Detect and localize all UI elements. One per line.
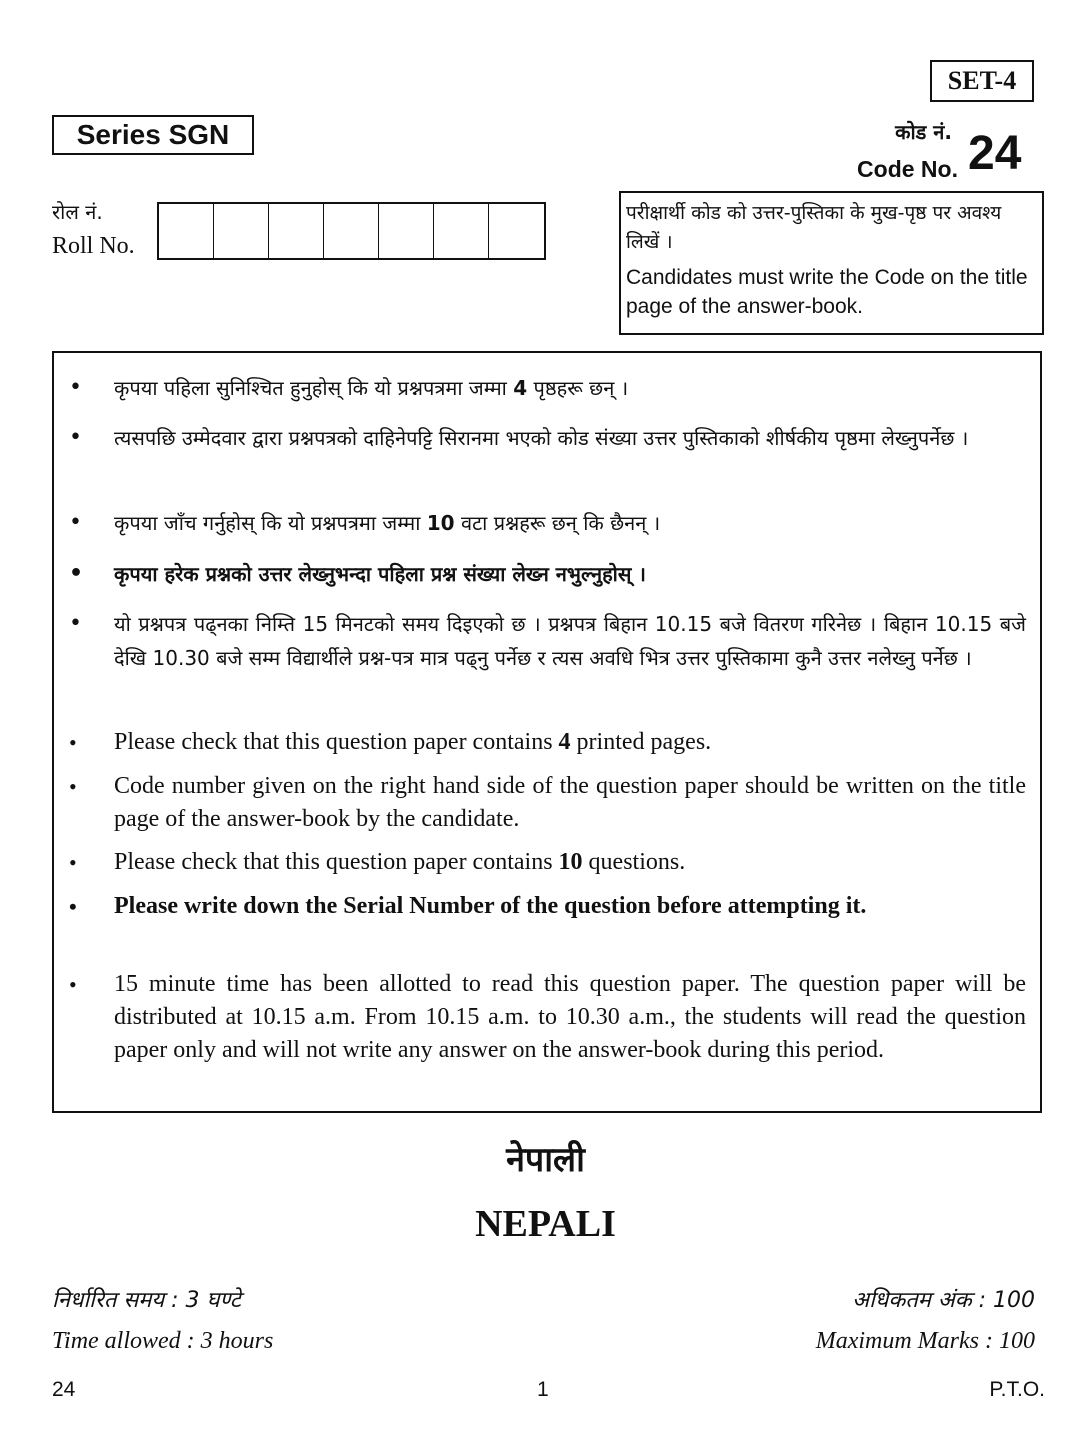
subject-title-hindi: नेपाली [506,1140,585,1180]
roll-label-hindi: रोल नं. [52,200,103,224]
pto-label: P.T.O. [989,1378,1045,1401]
roll-cell [324,204,379,258]
bullet: • [69,611,82,636]
bullet: • [69,850,77,875]
instruction-hindi-2: • त्यसपछि उम्मेदवार द्वारा प्रश्नपत्रको दाहिनेपट्टि सिरानमा भएको कोड संख्या उत्तर पुस्तिकाको शीर्षकीय पृष्ठमा लेख्नुपर्नेछ । [114,421,1026,455]
series-label: Series SGN [52,115,254,155]
instruction-english-2: • Code number given on the right hand side of the question paper should be written on the title page of the answer-book by the candidate. [114,770,1026,836]
instruction-english-4: • Please write down the Serial Number of the question before attempting it. [114,890,1026,923]
bullet: • [69,774,77,799]
instruction-english-1: • Please check that this question paper contains 4 printed pages. [114,726,1026,759]
bullet: • [69,894,77,919]
roll-cell [489,204,544,258]
code-label: Code No. [857,156,958,182]
time-allowed: Time allowed : 3 hours [52,1328,274,1354]
bullet: • [69,972,77,997]
roll-label: Roll No. [52,233,135,259]
code-number: 24 [968,127,1022,180]
subject-title: NEPALI [475,1203,616,1245]
footer-code: 24 [52,1378,76,1401]
roll-cell [269,204,324,258]
bullet: • [69,425,82,450]
code-label-hindi: कोड नं. [895,120,952,144]
bullet: • [69,375,82,400]
page-number: 1 [537,1378,549,1401]
bullet: • [69,510,82,535]
instruction-english-3: • Please check that this question paper contains 10 questions. [114,846,1026,879]
time-allowed-hindi: निर्धारित समय : 3 घण्टे [52,1288,241,1313]
instruction-hindi-4: • कृपया हरेक प्रश्नको उत्तर लेख्नुभन्दा पहिला प्रश्न संख्या लेख्न नभुल्नुहोस् । [114,557,1026,591]
instruction-hindi-5: • यो प्रश्नपत्र पढ्नका निम्ति 15 मिनटको समय दिइएको छ । प्रश्नपत्र बिहान 10.15 बजे वितरण गरिनेछ । बिहान 10.15 बजे देखि 10.30 बजे सम्म विद्यार्थीले प्रश्न-पत्र मात्र पढ्नु पर्नेछ र त्यस अवधि भित्र उत्तर पुस्तिकामा कुनै उत्तर नलेख्नु पर्नेछ । [114,607,1026,675]
roll-cell [159,204,214,258]
instructions-box [52,351,1042,1113]
bullet: • [69,730,77,755]
candidate-note-english: Candidates must write the Code on the title page of the answer-book. [626,266,1028,318]
instruction-hindi-1: • कृपया पहिला सुनिश्चित हुनुहोस् कि यो प्रश्नपत्रमा जम्मा 4 पृष्ठहरू छन् । [114,371,1026,405]
instruction-english-5: • 15 minute time has been allotted to read this question paper. The question paper will be distributed at 10.15 a.m. From 10.15 a.m. to 10.30 a.m., the students will read the question paper only and will not write any answer on the answer-book during this period. [114,968,1026,1067]
maximum-marks: Maximum Marks : 100 [815,1328,1035,1354]
instruction-hindi-3: • कृपया जाँच गर्नुहोस् कि यो प्रश्नपत्रमा जम्मा 10 वटा प्रश्नहरू छन् कि छैनन् । [114,506,1026,540]
roll-cell [434,204,489,258]
set-label: SET-4 [930,60,1034,102]
roll-cell [379,204,434,258]
maximum-marks-hindi: अधिकतम अंक : 100 [852,1288,1035,1313]
roll-number-grid [157,202,546,260]
bullet: • [69,561,84,586]
candidate-note-box [619,191,1044,335]
candidate-note-hindi: परीक्षार्थी कोड को उत्तर-पुस्तिका के मुख-पृष्ठ पर अवश्य लिखें । [626,202,1002,253]
roll-cell [214,204,269,258]
